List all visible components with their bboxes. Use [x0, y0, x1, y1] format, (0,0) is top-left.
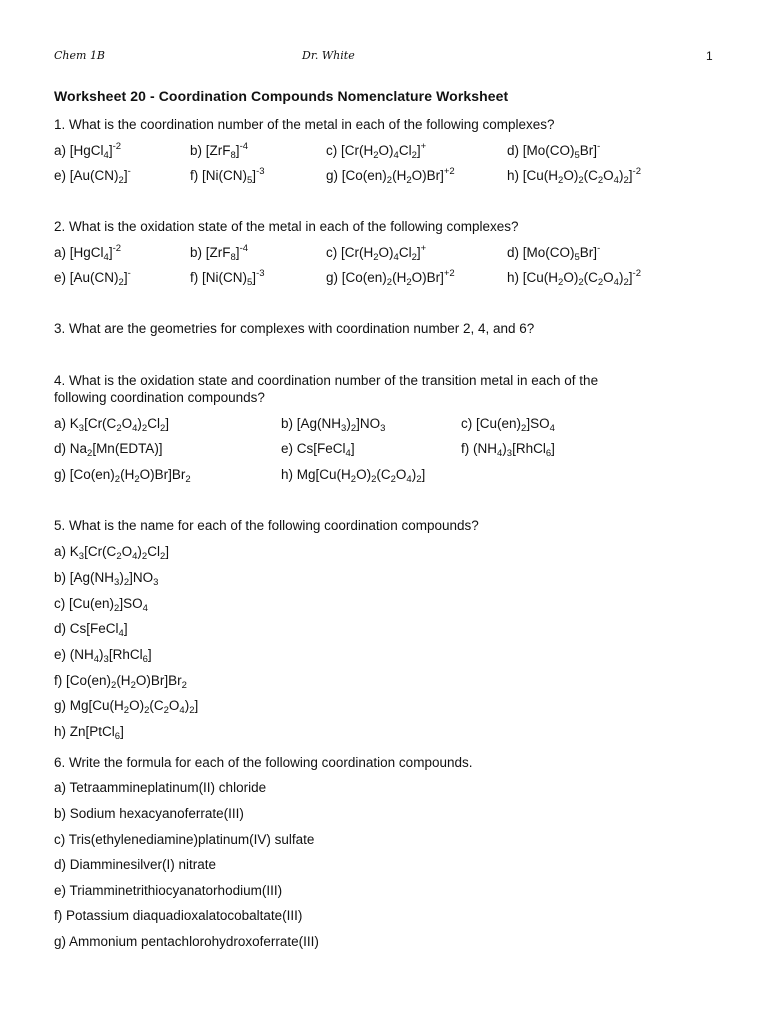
q4-item-g: g) $[Co(en)_2(H_2O)Br]Br_2$ [54, 467, 191, 485]
q1-item-f: f) $[Ni(CN)_5]^{-3}$ [190, 166, 265, 186]
q4-item-h: h) $Mg[Cu(H_2O)_2(C_2O_4)_2]$ [281, 467, 426, 485]
question-4-prompt-line-1: 4. What is the oxidation state and coordination number of the transition metal in each of the [54, 373, 599, 388]
q4-item-d: d) $Na_2[Mn(EDTA)]$ [54, 441, 163, 459]
q6-item-f: f) Potassium diaquadioxalatocobaltate(III) [54, 908, 303, 923]
q5-item-a: a) $K_3[Cr(C_2O_4)_2Cl_2]$ [54, 544, 170, 562]
q2-item-c: c) $[Cr(H_2O)_4Cl_2]^+$ [326, 243, 427, 263]
q1-item-e: e) $[Au(CN)_2]^-$ [54, 166, 131, 186]
q6-item-e: e) Triamminetrithiocyanatorhodium(III) [54, 883, 283, 898]
q2-item-b: b) $[ZrF_8]^{-4}$ [190, 243, 249, 263]
q5-item-d: d) Cs[FeCl$_4$] [54, 621, 128, 639]
q1-item-g: g) $[Co(en)_2(H_2O)Br]^{+2}$ [326, 166, 455, 186]
q5-item-e: e) $(NH_4)_3[RhCl_6]$ [54, 647, 152, 665]
q2-item-d: d) $[Mo(CO)_5Br]^-$ [507, 243, 601, 263]
q2-item-a: a) [HgCl$_4$]$^{-2}$ [54, 243, 122, 263]
q5-item-g: g) $Mg[Cu(H_2O)_2(C_2O_4)_2]$ [54, 698, 199, 716]
q6-item-a: a) Tetraammineplatinum(II) chloride [54, 780, 267, 795]
worksheet-title: Worksheet 20 - Coordination Compounds Nomenclature Worksheet [54, 88, 509, 104]
q4-item-c: c) $[Cu(en)_2]SO_4$ [461, 416, 555, 434]
q2-item-h: h) $[Cu(H_2O)_2(C_2O_4)_2]^{-2}$ [507, 268, 641, 288]
q1-item-h: h) $[Cu(H_2O)_2(C_2O_4)_2]^{-2}$ [507, 166, 641, 186]
question-3-prompt: 3. What are the geometries for complexes with coordination number 2, 4, and 6? [54, 321, 535, 336]
q2-item-e: e) $[Au(CN)_2]^-$ [54, 268, 131, 288]
q4-item-b: b) $[Ag(NH_3)_2]NO_3$ [281, 416, 386, 434]
question-5-prompt: 5. What is the name for each of the following coordination compounds? [54, 518, 479, 533]
q2-item-g: g) $[Co(en)_2(H_2O)Br]^{+2}$ [326, 268, 455, 288]
q5-item-f: f) $[Co(en)_2(H_2O)Br]Br_2$ [54, 673, 187, 691]
q6-item-b: b) Sodium hexacyanoferrate(III) [54, 806, 244, 821]
question-6-prompt: 6. Write the formula for each of the following coordination compounds. [54, 755, 473, 770]
question-4-prompt-line-2: following coordination compounds? [54, 390, 265, 405]
q4-item-a: a) $K_3[Cr(C_2O_4)_2Cl_2]$ [54, 416, 170, 434]
q2-item-f: f) $[Ni(CN)_5]^{-3}$ [190, 268, 265, 288]
q1-item-c: c) $[Cr(H_2O)_4Cl_2]^+$ [326, 141, 427, 161]
q6-item-d: d) Diamminesilver(I) nitrate [54, 857, 217, 872]
question-2-prompt: 2. What is the oxidation state of the metal in each of the following complexes? [54, 219, 519, 234]
q6-item-g: g) Ammonium pentachlorohydroxoferrate(III) [54, 934, 319, 949]
instructor-label: Dr. White [302, 49, 355, 62]
q1-item-a: a) [HgCl$_4$]$^{-2}$ [54, 141, 122, 161]
q1-item-d: d) $[Mo(CO)_5Br]^-$ [507, 141, 601, 161]
q5-item-b: b) $[Ag(NH_3)_2]NO_3$ [54, 570, 159, 588]
q1-item-b: b) $[ZrF_8]^{-4}$ [190, 141, 249, 161]
question-1-prompt: 1. What is the coordination number of the metal in each of the following complexes? [54, 117, 555, 132]
page-number: 1 [706, 49, 713, 63]
course-label: Chem 1B [54, 49, 106, 62]
q5-item-c: c) $[Cu(en)_2]SO_4$ [54, 596, 148, 614]
q4-item-e: e) Cs[FeCl$_4$] [281, 441, 355, 459]
q4-item-f: f) $(NH_4)_3[RhCl_6]$ [461, 441, 555, 459]
q6-item-c: c) Tris(ethylenediamine)platinum(IV) sulfate [54, 832, 315, 847]
q5-item-h: h) Zn[PtCl$_6$] [54, 724, 124, 742]
